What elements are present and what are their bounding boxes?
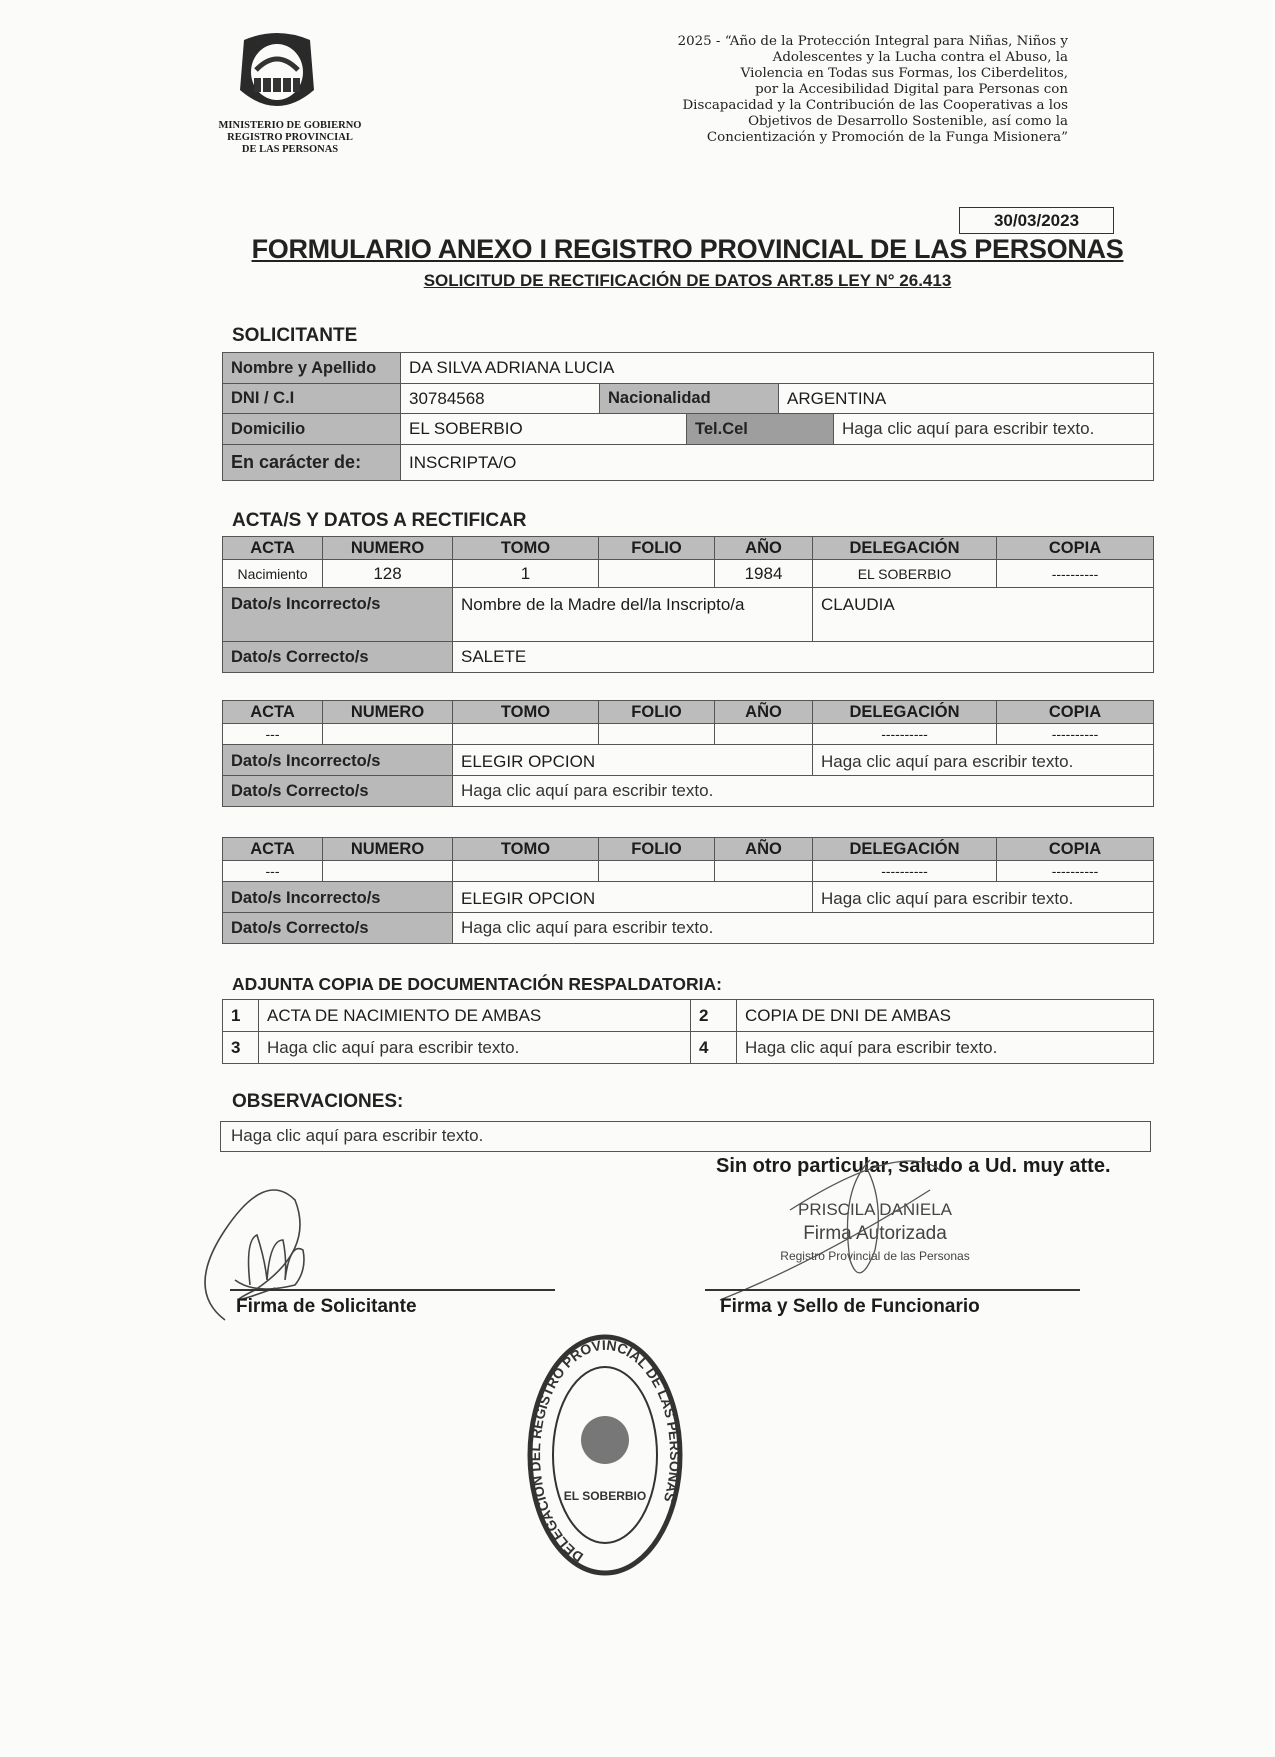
section-solicitante-heading: SOLICITANTE xyxy=(232,325,358,346)
acta-column-header: AÑO xyxy=(715,537,813,560)
acta-table xyxy=(222,700,1154,807)
incorrect-field-select[interactable]: ELEGIR OPCION xyxy=(453,882,813,913)
telcel-label: Tel.Cel xyxy=(687,414,834,445)
acta-cell[interactable]: 128 xyxy=(323,560,453,588)
adjunta-number: 4 xyxy=(691,1032,737,1064)
caracter-field[interactable]: INSCRIPTA/O xyxy=(401,445,1154,481)
acta-table xyxy=(222,837,1154,944)
acta-cell[interactable] xyxy=(323,724,453,745)
acta-column-header: FOLIO xyxy=(599,701,715,724)
solicitante-signature-label: Firma de Solicitante xyxy=(236,1296,417,1317)
correct-label: Dato/s Correcto/s xyxy=(223,913,453,944)
adjunta-number: 2 xyxy=(691,1000,737,1032)
acta-column-header: NUMERO xyxy=(323,537,453,560)
acta-cell[interactable]: EL SOBERBIO xyxy=(813,560,997,588)
incorrect-label: Dato/s Incorrecto/s xyxy=(223,588,453,642)
correct-label: Dato/s Correcto/s xyxy=(223,776,453,807)
funcionario-signature xyxy=(700,1150,1000,1310)
solicitante-signature-line xyxy=(230,1289,555,1291)
adjunta-item-field[interactable]: Haga clic aquí para escribir texto. xyxy=(259,1032,691,1064)
acta-column-header: COPIA xyxy=(997,701,1154,724)
acta-column-header: NUMERO xyxy=(323,701,453,724)
acta-column-header: AÑO xyxy=(715,701,813,724)
ministry-line: REGISTRO PROVINCIAL xyxy=(227,132,353,143)
stamp-center-text: EL SOBERBIO xyxy=(563,1489,647,1503)
acta-cell[interactable]: --- xyxy=(223,724,323,745)
acta-cell[interactable]: 1 xyxy=(453,560,599,588)
incorrect-value-field[interactable]: CLAUDIA xyxy=(813,588,1154,642)
motto-line: Discapacidad y la Contribución de las Cooperativas a los xyxy=(682,98,1068,113)
acta-column-header: FOLIO xyxy=(599,838,715,861)
acta-column-header: ACTA xyxy=(223,537,323,560)
acta-cell[interactable]: ---------- xyxy=(813,861,997,882)
dni-label: DNI / C.I xyxy=(223,384,401,414)
date-field[interactable]: 30/03/2023 xyxy=(959,207,1114,234)
ministry-name xyxy=(200,120,380,156)
acta-column-header: DELEGACIÓN xyxy=(813,701,997,724)
adjunta-number: 3 xyxy=(223,1032,259,1064)
acta-cell[interactable]: ---------- xyxy=(997,724,1154,745)
section-observaciones-heading: OBSERVACIONES: xyxy=(232,1091,404,1112)
acta-cell[interactable] xyxy=(599,861,715,882)
funcionario-signature-label: Firma y Sello de Funcionario xyxy=(720,1296,980,1317)
domicilio-label: Domicilio xyxy=(223,414,401,445)
dni-field[interactable]: 30784568 xyxy=(401,384,600,414)
nacionalidad-field[interactable]: ARGENTINA xyxy=(779,384,1154,414)
acta-cell[interactable] xyxy=(715,724,813,745)
correct-value-field[interactable]: Haga clic aquí para escribir texto. xyxy=(453,913,1154,944)
acta-cell[interactable]: Nacimiento xyxy=(223,560,323,588)
acta-column-header: TOMO xyxy=(453,537,599,560)
section-adjunta-heading: ADJUNTA COPIA DE DOCUMENTACIÓN RESPALDATORIA: xyxy=(232,974,722,994)
acta-column-header: COPIA xyxy=(997,838,1154,861)
acta-cell[interactable]: ---------- xyxy=(997,861,1154,882)
acta-column-header: AÑO xyxy=(715,838,813,861)
adjunta-item-field[interactable]: Haga clic aquí para escribir texto. xyxy=(737,1032,1154,1064)
acta-column-header: TOMO xyxy=(453,838,599,861)
acta-cell[interactable] xyxy=(453,861,599,882)
stamp-ring-text: DELEGACION DEL REGISTRO PROVINCIAL DE LAS PERSONAS xyxy=(527,1336,684,1566)
acta-column-header: DELEGACIÓN xyxy=(813,838,997,861)
observaciones-field[interactable]: Haga clic aquí para escribir texto. xyxy=(220,1121,1151,1152)
ministry-line: DE LAS PERSONAS xyxy=(241,144,339,155)
motto-line: Violencia en Todas sus Formas, los Ciberdelitos, xyxy=(740,66,1068,81)
acta-cell[interactable] xyxy=(715,861,813,882)
acta-cell[interactable]: 1984 xyxy=(715,560,813,588)
incorrect-value-field[interactable]: Haga clic aquí para escribir texto. xyxy=(813,882,1154,913)
nombre-label: Nombre y Apellido xyxy=(223,353,401,384)
incorrect-value-field[interactable]: Haga clic aquí para escribir texto. xyxy=(813,745,1154,776)
incorrect-field-select[interactable]: Nombre de la Madre del/la Inscripto/a xyxy=(453,588,813,642)
domicilio-field[interactable]: EL SOBERBIO xyxy=(401,414,687,445)
stamp-line: Firma Autorizada xyxy=(803,1223,947,1244)
funcionario-signature-line xyxy=(705,1289,1080,1291)
solicitante-table xyxy=(222,352,1154,481)
acta-column-header: TOMO xyxy=(453,701,599,724)
motto-line: 2025 - “Año de la Protección Integral para Niñas, Niños y xyxy=(677,34,1068,49)
adjunta-item-field[interactable]: ACTA DE NACIMIENTO DE AMBAS xyxy=(259,1000,691,1032)
incorrect-label: Dato/s Incorrecto/s xyxy=(223,882,453,913)
motto-line: Concientización y Promoción de la Funga Misionera” xyxy=(706,130,1068,145)
motto-line: Adolescentes y la Lucha contra el Abuso, la xyxy=(772,50,1068,65)
stamp-line: PRISCILA DANIELA xyxy=(797,1200,952,1219)
form-subtitle: SOLICITUD DE RECTIFICACIÓN DE DATOS ART.85 LEY N° 26.413 xyxy=(423,271,952,290)
stamp-line: Registro Provincial de las Personas xyxy=(780,1249,970,1263)
motto-line: por la Accesibilidad Digital para Personas con xyxy=(755,82,1068,97)
acta-cell[interactable] xyxy=(323,861,453,882)
correct-value-field[interactable]: SALETE xyxy=(453,642,1154,673)
acta-column-header: DELEGACIÓN xyxy=(813,537,997,560)
nombre-field[interactable]: DA SILVA ADRIANA LUCIA xyxy=(401,353,1154,384)
year-motto xyxy=(560,34,1068,146)
motto-line: Objetivos de Desarrollo Sostenible, así como la xyxy=(748,114,1068,129)
correct-label: Dato/s Correcto/s xyxy=(223,642,453,673)
section-actas-heading: ACTA/S Y DATOS A RECTIFICAR xyxy=(232,510,527,531)
closing-text: Sin otro particular, saludo a Ud. muy atte. xyxy=(716,1155,1111,1177)
ministry-line: MINISTERIO DE GOBIERNO xyxy=(218,120,362,131)
acta-cell[interactable] xyxy=(453,724,599,745)
adjunta-item-field[interactable]: COPIA DE DNI DE AMBAS xyxy=(737,1000,1154,1032)
telcel-field[interactable]: Haga clic aquí para escribir texto. xyxy=(834,414,1154,445)
acta-table xyxy=(222,536,1154,673)
caracter-label: En carácter de: xyxy=(223,445,401,481)
nacionalidad-label: Nacionalidad xyxy=(600,384,779,414)
acta-column-header: COPIA xyxy=(997,537,1154,560)
acta-column-header: ACTA xyxy=(223,701,323,724)
adjunta-table xyxy=(222,999,1154,1064)
correct-value-field[interactable]: Haga clic aquí para escribir texto. xyxy=(453,776,1154,807)
acta-cell[interactable]: ---------- xyxy=(997,560,1154,588)
acta-column-header: NUMERO xyxy=(323,838,453,861)
adjunta-number: 1 xyxy=(223,1000,259,1032)
acta-cell[interactable] xyxy=(599,724,715,745)
acta-column-header: FOLIO xyxy=(599,537,715,560)
incorrect-label: Dato/s Incorrecto/s xyxy=(223,745,453,776)
form-title: FORMULARIO ANEXO I REGISTRO PROVINCIAL DE LAS PERSONAS xyxy=(251,234,1124,264)
acta-column-header: ACTA xyxy=(223,838,323,861)
province-seal-logo xyxy=(232,30,322,114)
acta-cell[interactable]: --- xyxy=(223,861,323,882)
official-stamp xyxy=(525,1330,685,1580)
acta-cell[interactable]: ---------- xyxy=(813,724,997,745)
acta-cell[interactable] xyxy=(599,560,715,588)
incorrect-field-select[interactable]: ELEGIR OPCION xyxy=(453,745,813,776)
